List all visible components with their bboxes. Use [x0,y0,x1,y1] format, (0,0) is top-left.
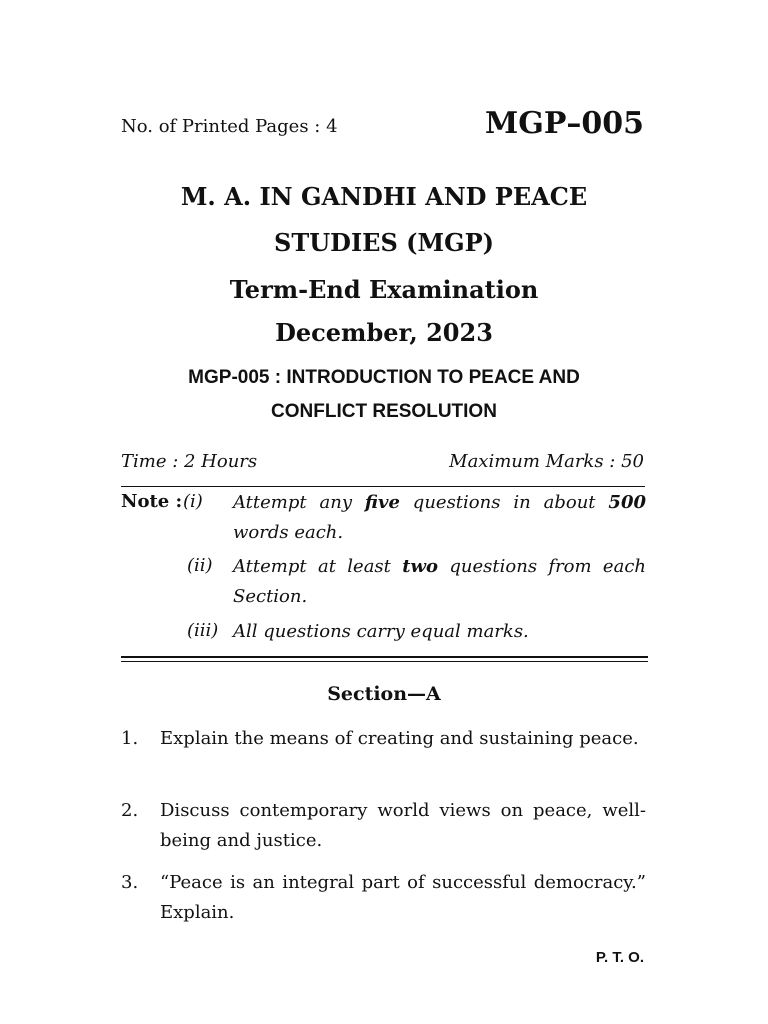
note-label: Note : [121,491,183,512]
note-item-text: Attempt at least two questions from each Section. [233,556,646,607]
note-item-text: All questions carry equal marks. [233,621,529,642]
maximum-marks: Maximum Marks : 50 [449,451,644,472]
note-item-number: (i) [183,491,203,512]
paper-code: MGP–005 [484,106,644,141]
section-title: Section—A [327,683,441,705]
question-number: 1. [121,728,139,749]
programme-title-line-1: M. A. IN GANDHI AND PEACE [180,182,588,211]
course-title-line-2: CONFLICT RESOLUTION [271,401,497,422]
question-text: “Peace is an integral part of successful democracy.” Explain. [160,872,646,923]
question-text: Explain the means of creating and sustaining peace. [160,728,639,749]
please-turn-over: P. T. O. [595,949,644,966]
time-allowed: Time : 2 Hours [121,451,258,472]
exam-title: Term-End Examination [229,275,539,304]
question-number: 3. [121,872,139,893]
note-item-number: (ii) [187,555,213,576]
course-title-line-1: MGP-005 : INTRODUCTION TO PEACE AND [188,367,580,388]
note-item-number: (iii) [187,620,219,641]
programme-title-line-2: STUDIES (MGP) [274,228,494,257]
printed-pages-count: No. of Printed Pages : 4 [121,116,338,137]
note-item-text: Attempt any five questions in about 500 words each. [233,492,646,543]
question-text: Discuss contemporary world views on peace, well-being and justice. [160,800,646,851]
divider-rule [121,486,645,487]
question-number: 2. [121,800,139,821]
exam-date: December, 2023 [275,318,493,347]
double-rule-top [121,656,648,658]
double-rule-bottom [121,661,648,662]
